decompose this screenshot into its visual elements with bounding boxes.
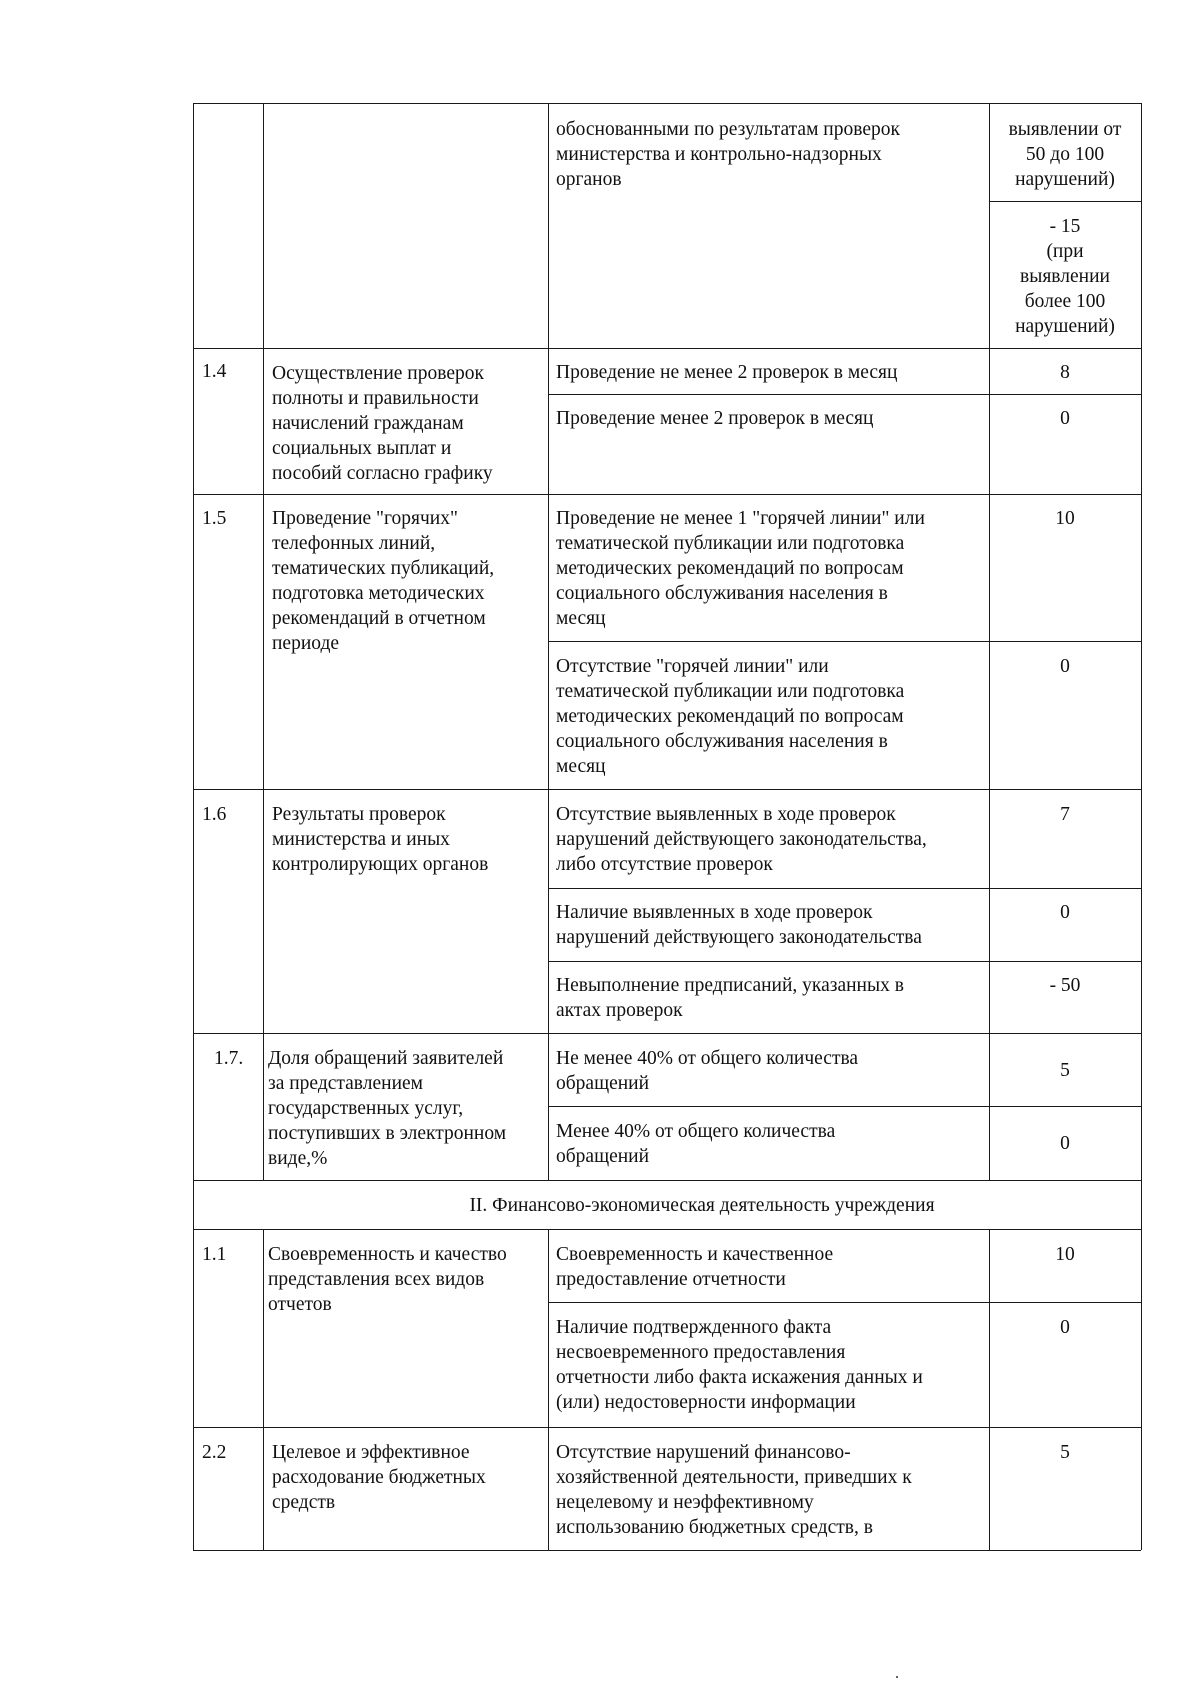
column-divider <box>548 1229 549 1550</box>
indicator-text: Целевое и эффективное расходование бюджетных средств <box>272 1442 486 1513</box>
row-divider <box>193 789 1141 790</box>
criterion-text: Наличие подтвержденного факта несвоевременного предоставления отчетности либо факта искажения данных и (или) недостоверности информации <box>556 1317 923 1413</box>
row-divider <box>989 201 1141 202</box>
criterion-text: Проведение не менее 1 "горячей линии" или тематической публикации или подготовка методических рекомендаций по вопросам социального обслуживания населения в месяц <box>556 508 925 629</box>
row-divider <box>193 494 1141 495</box>
table-right-border <box>1141 103 1142 1550</box>
score-value: 5 <box>1060 1060 1070 1081</box>
row-number: 1.1 <box>202 1244 227 1265</box>
criterion-text: Проведение менее 2 проверок в месяц <box>556 408 874 429</box>
score-value: - 50 <box>1049 975 1081 996</box>
score-value: 0 <box>1060 656 1070 677</box>
section-heading: II. Финансово-экономическая деятельность учреждения <box>469 1195 935 1216</box>
row-divider <box>548 888 1141 889</box>
column-divider <box>989 1229 990 1550</box>
criterion-text: Отсутствие нарушений финансово- хозяйственной деятельности, приведших к нецелевому и неэффективному использованию бюджетных средств, в <box>556 1442 912 1538</box>
score-value: 7 <box>1060 804 1070 825</box>
indicator-text: Доля обращений заявителей за представлением государственных услуг, поступивших в электронном виде,% <box>268 1048 507 1169</box>
criterion-text: Невыполнение предписаний, указанных в актах проверок <box>556 975 904 1021</box>
row-divider <box>193 1180 1141 1181</box>
criterion-text: Не менее 40% от общего количества обращений <box>556 1048 859 1094</box>
table-top-border <box>193 103 1141 104</box>
table-left-border <box>193 103 194 1550</box>
score-value: 8 <box>1060 362 1070 383</box>
column-divider <box>548 103 549 1180</box>
score-value: 0 <box>1060 408 1070 429</box>
scan-speck <box>896 1676 898 1678</box>
row-number: 1.6 <box>202 804 227 825</box>
indicator-text: Проведение "горячих" телефонных линий, тематических публикаций, подготовка методических рекомендаций в отчетном периоде <box>272 508 495 654</box>
row-divider <box>193 1229 1141 1230</box>
score-value: 0 <box>1060 1133 1070 1154</box>
row-divider <box>548 1302 1141 1303</box>
column-divider <box>263 103 264 1180</box>
row-number: 2.2 <box>202 1442 227 1463</box>
column-divider <box>989 103 990 1180</box>
row-divider <box>548 641 1141 642</box>
row-divider <box>193 348 1141 349</box>
score-value: 0 <box>1060 902 1070 923</box>
indicator-text: Осуществление проверок полноты и правильности начислений гражданам социальных выплат и пособий согласно графику <box>272 363 493 484</box>
row-number: 1.5 <box>202 508 227 529</box>
score-value: выявлении от 50 до 100 нарушений) <box>1008 119 1122 190</box>
criterion-text: Своевременность и качественное предоставление отчетности <box>556 1244 834 1290</box>
row-number: 1.7. <box>214 1048 244 1069</box>
score-value: 0 <box>1060 1317 1070 1338</box>
row-divider <box>193 1427 1141 1428</box>
column-divider <box>263 1229 264 1550</box>
row-divider <box>548 961 1141 962</box>
indicator-text: Своевременность и качество представления всех видов отчетов <box>268 1244 507 1315</box>
criterion-text: Менее 40% от общего количества обращений <box>556 1121 836 1167</box>
score-value: 10 <box>1055 508 1075 529</box>
criterion-text: Отсутствие "горячей линии" или тематической публикации или подготовка методических рекомендаций по вопросам социального обслуживания населения в месяц <box>556 656 905 777</box>
table-bottom-border <box>193 1550 1141 1551</box>
score-value: 10 <box>1055 1244 1075 1265</box>
criterion-text: Отсутствие выявленных в ходе проверок нарушений действующего законодательства, либо отсутствие проверок <box>556 804 927 875</box>
indicator-text: Результаты проверок министерства и иных контролирующих органов <box>272 804 489 875</box>
score-value: 5 <box>1060 1442 1070 1463</box>
criterion-text: обоснованными по результатам проверок министерства и контрольно-надзорных органов <box>556 119 900 190</box>
row-number: 1.4 <box>202 361 227 382</box>
row-divider <box>548 394 1141 395</box>
criterion-text: Наличие выявленных в ходе проверок нарушений действующего законодательства <box>556 902 922 948</box>
score-value: - 15 (при выявлении более 100 нарушений) <box>1015 216 1115 337</box>
criterion-text: Проведение не менее 2 проверок в месяц <box>556 362 898 383</box>
row-divider <box>193 1033 1141 1034</box>
row-divider <box>548 1106 1141 1107</box>
